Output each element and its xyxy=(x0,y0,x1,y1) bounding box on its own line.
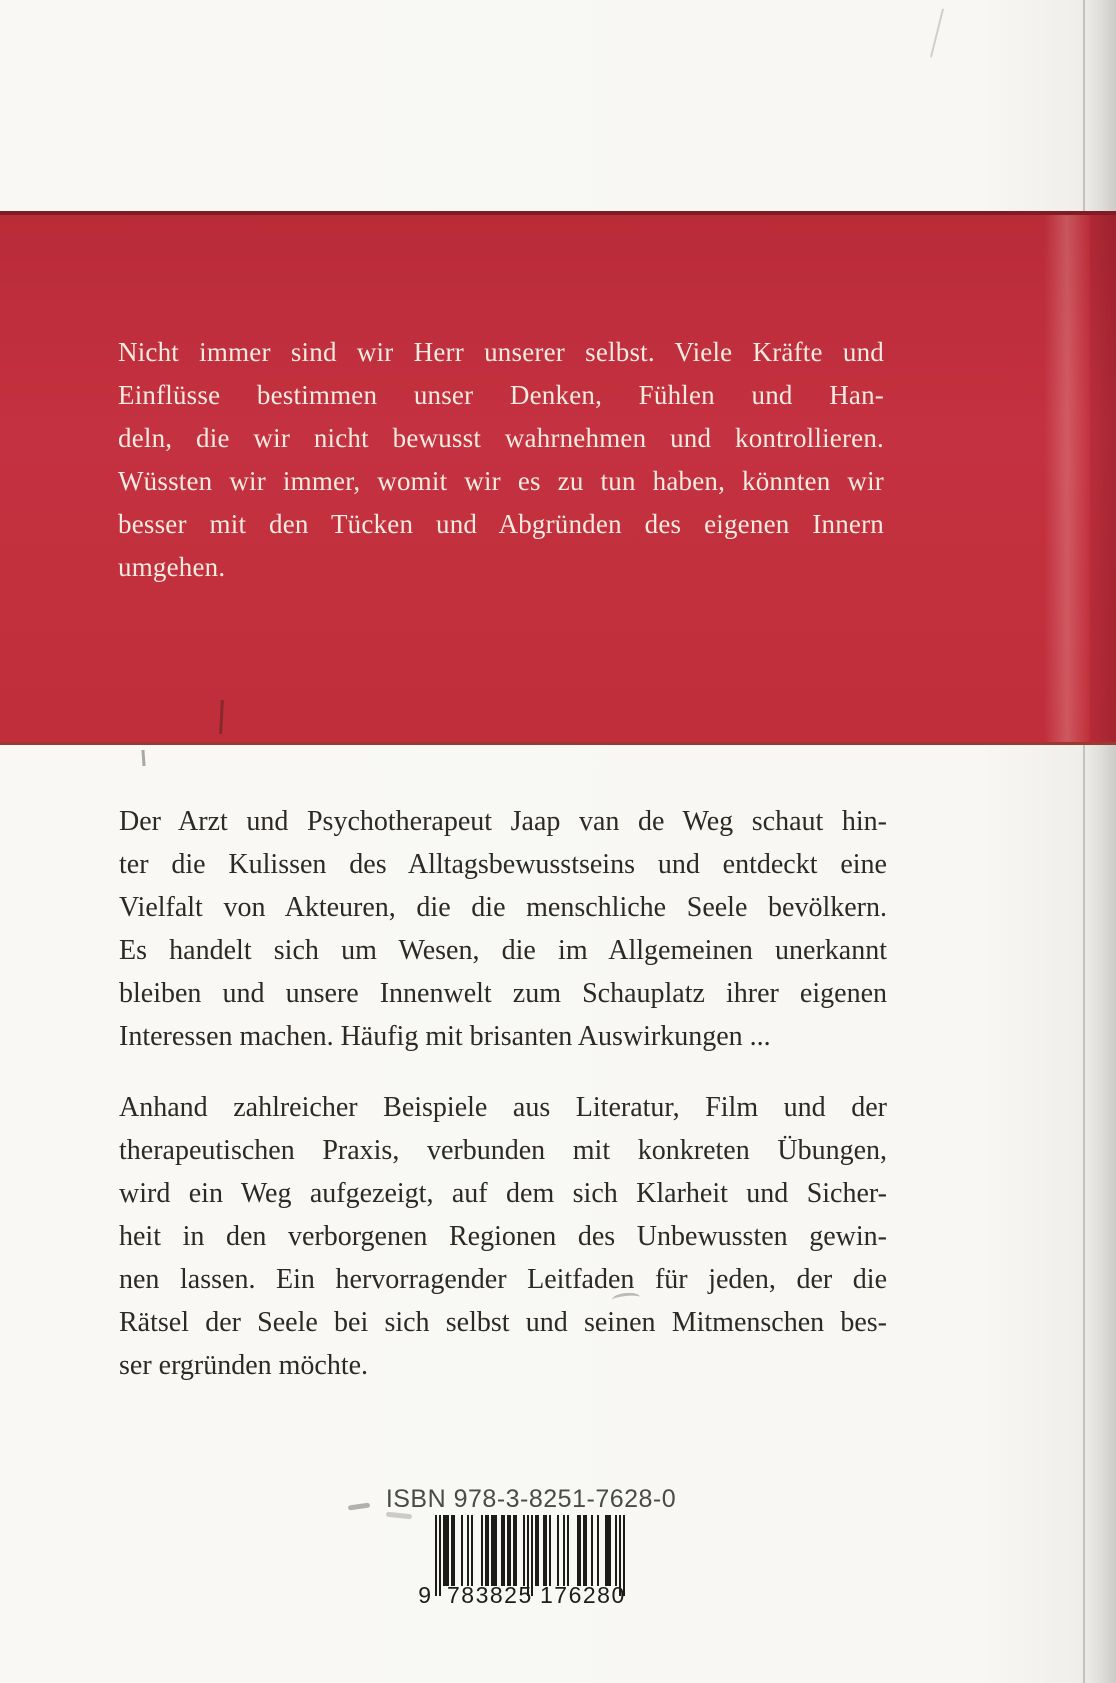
banner-line: umgehen. xyxy=(118,552,226,582)
barcode-digits-left: 783825 xyxy=(447,1582,533,1608)
scan-scratch-mark xyxy=(930,9,944,58)
blurb-line: bleiben und unsere Innenwelt zum Schauplatz ihrer eigenen xyxy=(119,978,887,1009)
banner-line: Wüssten wir immer, womit wir es zu tun haben, könnten wir xyxy=(118,466,884,496)
red-banner xyxy=(0,211,1116,745)
blurb-line: ter die Kulissen des Alltagsbewusstseins und entdeckt eine xyxy=(119,849,887,880)
blurb-line: therapeutischen Praxis, verbunden mit konkreten Übungen, xyxy=(119,1135,887,1166)
blurb-line: nen lassen. Ein hervorragender Leitfaden für jeden, der die xyxy=(119,1264,887,1295)
scan-tick-mark xyxy=(141,750,145,766)
isbn-label: ISBN 978-3-8251-7628-0 xyxy=(385,1485,677,1513)
page-curl-shadow xyxy=(1090,215,1116,742)
banner-line: deln, die wir nicht bewusst wahrnehmen und kontrollieren. xyxy=(118,423,884,453)
blurb-line: Anhand zahlreicher Beispiele aus Literatur, Film und der xyxy=(119,1092,887,1123)
blurb-line: ser ergründen möchte. xyxy=(119,1350,369,1381)
banner-line: besser mit den Tücken und Abgründen des eigenen Innern xyxy=(118,509,884,539)
blurb-line: Der Arzt und Psychotherapeut Jaap van de Weg schaut hin- xyxy=(119,806,887,837)
blurb-paragraph-2 xyxy=(119,1086,887,1387)
banner-line: Nicht immer sind wir Herr unserer selbst. Viele Kräfte und xyxy=(118,337,884,367)
barcode-digits-right: 176280 xyxy=(540,1582,626,1608)
blurb-line: heit in den verborgenen Regionen des Unbewussten gewin- xyxy=(119,1221,887,1252)
blurb-line: Rätsel der Seele bei sich selbst und seinen Mitmenschen bes- xyxy=(119,1307,887,1338)
barcode-digit-lead: 9 xyxy=(418,1582,431,1608)
page-curl-highlight xyxy=(1044,215,1090,742)
blurb-line: Vielfalt von Akteuren, die die menschliche Seele bevölkern. xyxy=(119,892,887,923)
banner-line: Einflüsse bestimmen unser Denken, Fühlen und Han- xyxy=(118,380,884,410)
banner-teaser-text xyxy=(118,331,884,589)
blurb-line: Es handelt sich um Wesen, die im Allgemeinen unerkannt xyxy=(119,935,887,966)
blurb-line: wird ein Weg aufgezeigt, auf dem sich Klarheit und Sicher- xyxy=(119,1178,887,1209)
blurb-line: Interessen machen. Häufig mit brisanten Auswirkungen ... xyxy=(119,1021,771,1052)
blurb-paragraph-1 xyxy=(119,800,887,1058)
scan-smudge-mark xyxy=(348,1502,370,1510)
